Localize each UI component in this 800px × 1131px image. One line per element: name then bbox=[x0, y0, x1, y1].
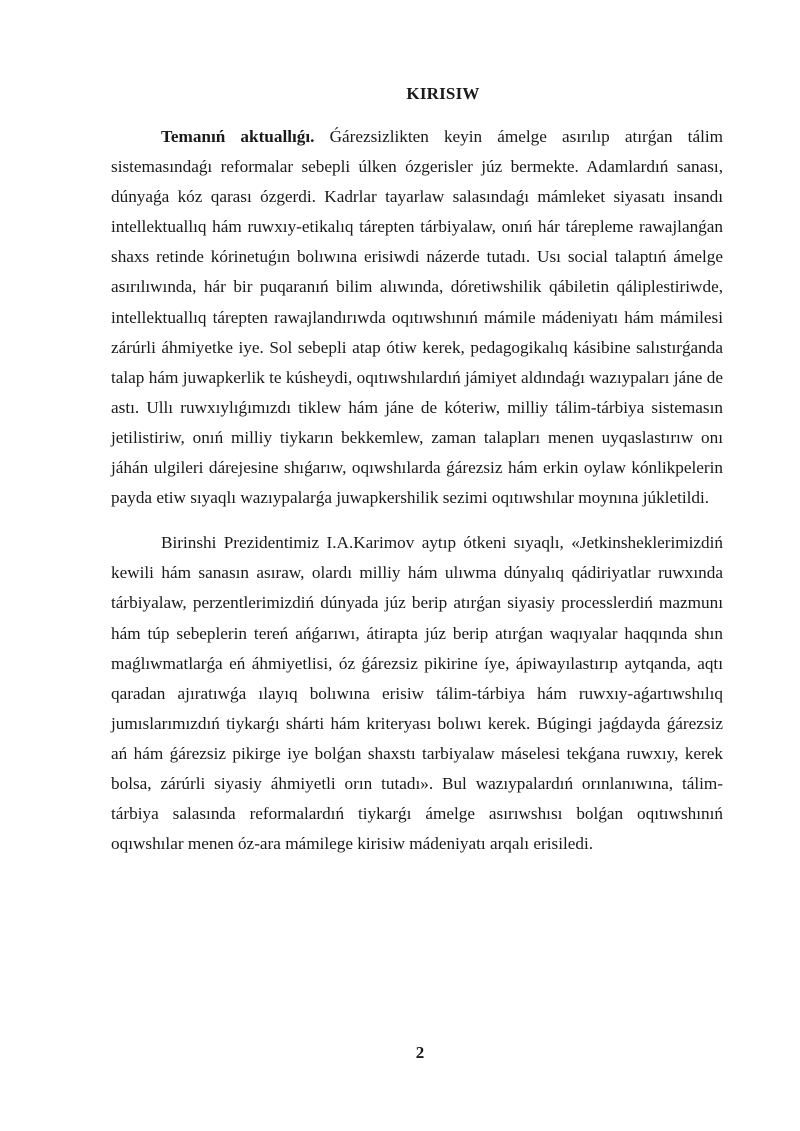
body-text bbox=[111, 122, 723, 859]
paragraph-lead: Temanıń aktuallıǵı. bbox=[161, 127, 315, 146]
paragraph-president-quote bbox=[111, 528, 723, 859]
section-heading: KIRISIW bbox=[406, 84, 480, 103]
paragraph-text: Ǵárezsizlikten keyin ámelge asırılıp atırǵan tálim sistemasındaǵı reformalar sebepli úlken ózgerisler júz bermekte. Adamlardıń sanası, dúnyaǵa kóz qarası ózgerdi. Kadrlar tayarlaw salasındaǵı mámleket siyasatı insandı intellektuallıq hám ruwxıy-etikalıq tárepten tárbiyalaw, onıń hár tárepleme rawajlanǵan shaxs retinde kórinetuǵın bolıwına erisiwdi názerde tutadı. Usı social talaptıń ámelge asırılıwında, hár bir puqaranıń bilim alıwında, dóretiwshilik qábiletin qáliplestiriwde, intellektuallıq tárepten rawajlandırıwda oqıtıwshınıń mámile mádeniyatı hám mámilesi zárúrli áhmiyetke iye. Sol sebepli atap ótiw kerek, pedagogikalıq kásibine salıstırǵanda talap hám juwapkerlik te kúsheydi, oqıtıwshılardıń jámiyet aldındaǵı wazıypaları jáne de astı. Ullı ruwxıylıǵımızdı tiklew hám jáne de kóteriw, milliy tálim-tárbiya sistemasın jetilistiriw, onıń milliy tiykarın bekkemlew, zaman talapları menen uyqaslastırıw onı jáhán ulgileri dárejesine shıǵarıw, oqıwshılarda ǵárezsiz hám erkin oylaw kónlikpelerin payda etiw sıyaqlı wazıypalarǵa juwapkershilik sezimi oqıtıwshılar moynına júkletildi. bbox=[111, 127, 724, 508]
paragraph-text: Birinshi Prezidentimiz I.A.Karimov aytıp ótkeni sıyaqlı, «Jetkinsheklerimizdiń kewili hám sanasın asıraw, olardı milliy hám ulıwma dúnyalıq qádiriyatlar ruwxında tárbiyalaw, perzentlerimizdiń dúnyada júz berip atırǵan siyasiy processlerdiń mazmunı hám túp sebeplerin tereń ańǵarıwı, átirapta júz berip atırǵan waqıyalar haqqında shın maǵlıwmatlarǵa eń áhmiyetlisi, óz ǵárezsiz pikirine íye, ápiwayılastırıp aytqanda, aqtı qaradan ajıratıwǵa ılayıq bolıwına erisiw tálim-tárbiya hám ruwxıy-aǵartıwshılıq jumıslarımızdıń tiykarǵı shárti hám kriteryası bolıwı kerek. Búgingi jaǵdayda ǵárezsiz ań hám ǵárezsiz pikirge iye bolǵan shaxstı tarbiyalaw máselesi tekǵana ruwxıy, kerek bolsa, zárúrli siyasiy áhmiyetli orın tutadı». Bul wazıypalardıń orınlanıwına, tálim-tárbiya salasında reformalardıń tiykarǵı ámelge asırıwshısı bolǵan oqıtıwshınıń oqıwshılar menen óz-ara mámilege kirisiw mádeniyatı arqalı erisiledi. bbox=[111, 533, 723, 854]
paragraph-relevance bbox=[111, 122, 723, 513]
page-number: 2 bbox=[415, 1043, 425, 1062]
